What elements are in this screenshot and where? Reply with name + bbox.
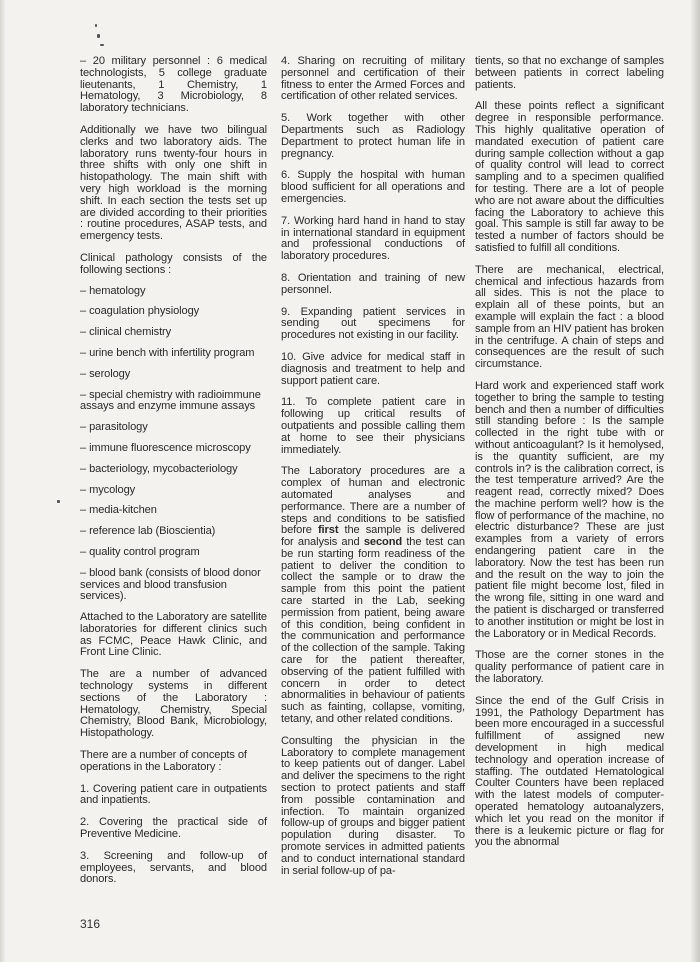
numbered-item: 11. To complete patient care in following up critical results of outpatients and possible calling them at home to see their physicians immediately.: [281, 396, 465, 456]
section-list-item: – reference lab (Bioscientia): [80, 526, 267, 538]
numbered-item: 10. Give advice for medical staff in diagnosis and treatment to help and support patient care.: [281, 350, 465, 387]
paragraph: tients, so that no exchange of samples between patients in correct labeling patients.: [475, 55, 664, 91]
text-run: the test can be run starting form readiness of the patient to deliver the condition to collect the sample or to draw the sample from this point the patient care started in the Lab, seeking permission from patient, being aware of this condition, being confident in the communication and performance of the collection of the sample. Taking care for the patient thereafter, observing of the patient fulfilled with concern in order to detect abnormalities in behaviour of patients such as fainting, collapse, vomiting, tetany, and other related conditions.: [281, 536, 465, 726]
paragraph: Attached to the Laboratory are satellite laboratories for different clinics such as FCMC, Peace Hawk Clinic, and Front Line Clinic.: [80, 611, 267, 659]
paragraph: There are mechanical, electrical, chemical and infectious hazards from all sides. This is not the place to explain all of these points, but an example will explain the fact : a blood sample from an HIV patient has broken in the centrifuge. A chain of steps and consequences are the result of such circumstance.: [475, 263, 664, 371]
section-list-item: – immune fluorescence microscopy: [80, 443, 267, 455]
text-column-2: [281, 56, 465, 887]
section-list-item: – blood bank (consists of blood donor services and blood transfusion services).: [80, 568, 267, 603]
numbered-item: 5. Work together with other Departments such as Radiology Department to protect human life in pregnancy.: [281, 112, 465, 160]
numbered-item: 8. Orientation and training of new personnel.: [281, 271, 465, 296]
emphasis-second: second: [363, 536, 403, 549]
text-run: The Laboratory procedures are a complex of human and electronic automated analyses and performance. There are a number of steps and conditions to be satisfied before: [281, 465, 465, 537]
paragraph: Those are the corner stones in the quality performance of patient care in the laboratory.: [475, 649, 664, 686]
page-number: 316: [80, 917, 101, 931]
scan-speck: [97, 34, 100, 38]
numbered-item: 6. Supply the hospital with human blood sufficient for all operations and emergencies.: [281, 169, 465, 205]
section-list-item: – serology: [80, 369, 267, 381]
emphasis-first: first: [317, 524, 339, 537]
numbered-item: 4. Sharing on recruiting of military personnel and certification of their fitness to enter the Armed Forces and certification of other related services.: [281, 55, 465, 103]
paragraph: There are a number of concepts of operations in the Laboratory :: [80, 749, 247, 773]
paragraph: Additionally we have two bilingual clerks and two laboratory aids. The laboratory runs twenty-four hours in three shifts with only one shift in histopathology. The main shift with very high workload is the morning shift. In each section the tests set up are divided according to their priorities : routine procedures, ASAP tests, and emergency tests.: [80, 123, 267, 243]
numbered-item: 1. Covering patient care in outpatients and inpatients.: [80, 782, 267, 807]
section-list-item: – clinical chemistry: [80, 327, 267, 339]
numbered-item: 3. Screening and follow-up of employees, servants, and blood donors.: [80, 849, 267, 886]
paragraph: Clinical pathology consists of the following sections :: [80, 251, 267, 276]
scan-speck: [100, 44, 104, 46]
procedures-paragraph: [281, 466, 465, 726]
paragraph: Hard work and experienced staff work together to bring the sample to testing bench and then a number of difficulties still standing before : Is the sample collected in the right tube with or without anticoagulant? Is it hemolysed, is the quantity sufficient, are my controls in? is the calibration correct, is the test temperature arrived? Are the reagent read, correctly mixed? Does the machine perform well? how is the flow of performance of the machine, no electric disturbance? These are just examples from a variety of errors endangering patient care in the laboratory. Now the test has been run and the result on the way to join the patient file might become lost, filed in the wrong file, sitting in one ward and the patient is discharged or transferred to another institution or might be lost in the Laboratory or in Medical Records.: [475, 379, 664, 640]
page-edge-shadow-right: [690, 0, 700, 962]
numbered-item: 2. Covering the practical side of Preventive Medicine.: [80, 816, 267, 841]
page-edge-shadow-left: [0, 0, 6, 962]
section-list-item: – coagulation physiology: [80, 306, 267, 318]
section-list-item: – mycology: [80, 485, 267, 497]
text-run: the sample is delivered for analysis and: [281, 524, 465, 549]
section-list-item: – media-kitchen: [80, 505, 267, 517]
section-list-item: – parasitology: [80, 422, 267, 434]
section-list-item: – special chemistry with radioimmune assays and enzyme immune assays: [80, 390, 267, 414]
paragraph: Consulting the physician in the Laboratory to complete management to keep patients out of danger. Label and deliver the specimens to the right section to protect patients and staff from possible contamination and infection. To maintain organized follow-up of groups and bigger patient population during disaster. To promote services in admitted patients and to conduct international standard in serial follow-up of pa-: [281, 734, 465, 877]
section-list-item: – hematology: [80, 286, 267, 298]
numbered-item: 7. Working hard hand in hand to stay in international standard in equipment and professional conductions of laboratory procedures.: [281, 214, 465, 263]
numbered-item: 9. Expanding patient services in sending out specimens for procedures not existing in our facility.: [281, 305, 465, 342]
scan-speck: [57, 500, 60, 503]
paragraph: All these points reflect a significant degree in responsible performance. This highly qualitative operation of mandated execution of patient care during sample collection without a gap of quality control will lead to correct sampling and to a specimen qualified for testing. There are a lot of people who are not aware about the difficulties facing the Laboratory to achieve this goal. This sample is still far away to be tested a number of factors should be satisfied to fulfill all conditions.: [475, 100, 664, 254]
text-column-1: [80, 56, 267, 896]
paragraph: – 20 military personnel : 6 medical technologists, 5 college graduate lieutenants, 1 Chemistry, 1 Hematology, 3 Microbiology, 8 laboratory technicians.: [80, 55, 267, 115]
text-column-3: [475, 56, 664, 859]
section-list-item: – bacteriology, mycobacteriology: [80, 464, 267, 476]
paragraph: The are a number of advanced technology systems in different sections of the Laboratory : Hematology, Chemistry, Special Chemistry, Blood Bank, Microbiology, Histopathology.: [80, 668, 267, 740]
scan-speck: [95, 24, 97, 27]
paragraph: Since the end of the Gulf Crisis in 1991, the Pathology Department has been more encouraged in a successful fulfillment of assigned new development in high medical technology and operation increase of staffing. The outdated Hematological Coulter Counters have been replaced with the latest models of computer-operated hematology autoanalyzers, which let you read on the monitor if there is a leukemic picture or flag for you the abnormal: [475, 694, 664, 849]
section-list-item: – quality control program: [80, 547, 267, 559]
section-list-item: – urine bench with infertility program: [80, 348, 267, 360]
